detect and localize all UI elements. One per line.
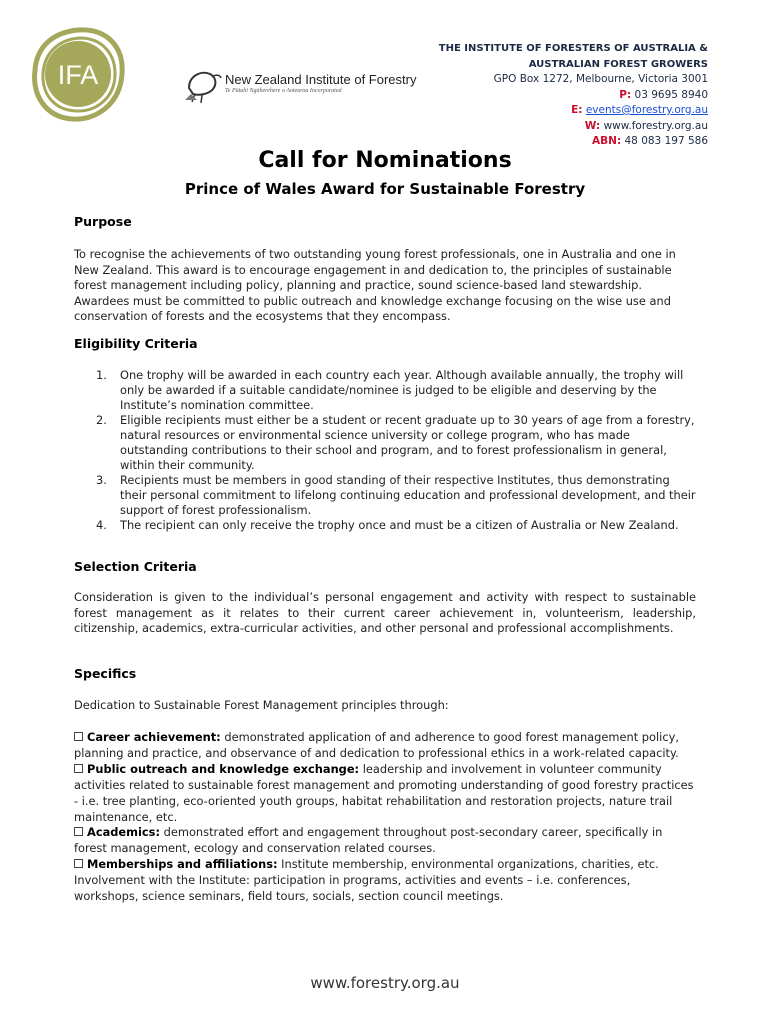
list-text: The recipient can only receive the trophy once and must be a citizen of Australia or New Zealand. <box>120 518 679 532</box>
checkbox-icon <box>74 827 83 836</box>
page-title: Call for Nominations <box>258 148 512 173</box>
specifics-item-label: Academics: <box>87 825 160 840</box>
list-item <box>74 473 696 518</box>
purpose-heading: Purpose <box>74 214 132 229</box>
list-text: Eligible recipients must either be a student or recent graduate up to 30 years of age from a forestry, natural resources or environmental science university or college program, who has made outstanding contributions to their school and program, and to forest professionalism in general, within their community. <box>120 413 695 472</box>
page-subtitle: Prince of Wales Award for Sustainable Forestry <box>184 180 586 198</box>
email-link[interactable]: events@forestry.org.au <box>585 104 708 116</box>
list-text: One trophy will be awarded in each country each year. Although available annually, the trophy will only be awarded if a suitable candidate/nominee is judged to be eligible and deserving by the Institute’s nomination committee. <box>120 368 684 412</box>
eligibility-heading: Eligibility Criteria <box>74 336 198 351</box>
phone-value: 03 9695 8940 <box>634 88 708 101</box>
selection-text: Consideration is given to the individual’s personal engagement and activity with respect to sustainable forest management as it relates to their current career achievement in, volunteerism, leadership, citizenship, academics, extra-curricular activities, and other personal and professional accomplishments. <box>74 590 696 635</box>
specifics-intro: Dedication to Sustainable Forest Management principles through: <box>74 698 449 712</box>
specifics-heading: Specifics <box>74 666 137 681</box>
web-value: www.forestry.org.au <box>603 119 708 132</box>
org-line-1: THE INSTITUTE OF FORESTERS OF AUSTRALIA & <box>438 43 708 54</box>
email-label: E: <box>571 104 583 116</box>
specifics-item-text: Institute membership, environmental organizations, charities, etc. Involvement with the Institute: participation in programs, activities and events – i.e. conferences, workshops, science seminars, field tours, socials, section council meetings. <box>74 857 659 904</box>
list-text: Recipients must be members in good standing of their respective Institutes, thus demonstrating their personal commitment to lifelong continuing education and professional development, and their support of forest professionalism. <box>120 473 696 517</box>
checkbox-icon <box>74 764 83 773</box>
address: GPO Box 1272, Melbourne, Victoria 3001 <box>493 73 708 85</box>
purpose-text: To recognise the achievements of two outstanding young forest professionals, one in Australia and one in New Zealand. This award is to encourage engagement in and dedication to, the principles of sustainable forest management including policy, planning and practice, sound science-based land stewardship. Awardees must be committed to public outreach and knowledge exchange focusing on the wise use and conservation of forests and the ecosystems that they encompass. <box>74 247 676 323</box>
specifics-item-text: demonstrated effort and engagement throughout post-secondary career, specifically in forest management, ecology and conservation related courses. <box>74 825 663 856</box>
ifa-logo <box>30 26 126 124</box>
list-number: 3. <box>96 473 107 487</box>
list-number: 1. <box>96 368 107 382</box>
nzif-title: New Zealand Institute of Forestry <box>225 72 417 87</box>
specifics-item <box>74 762 698 826</box>
abn-label: ABN: <box>592 135 622 147</box>
eligibility-list <box>74 368 696 533</box>
contact-block <box>408 41 708 150</box>
list-item <box>74 518 696 533</box>
checkbox-icon <box>74 859 83 868</box>
specifics-item-label: Public outreach and knowledge exchange: <box>87 761 360 776</box>
web-label: W: <box>584 119 601 132</box>
specifics-item-label: Memberships and affiliations: <box>87 857 278 872</box>
list-item <box>74 368 696 413</box>
kiwi-bird-icon <box>183 66 223 106</box>
specifics-item <box>74 857 698 905</box>
email-line <box>408 103 708 119</box>
specifics-item <box>74 825 698 857</box>
phone-line <box>408 88 708 104</box>
nzif-logo <box>183 66 433 106</box>
nzif-subtitle: Te Pūtahi Ngāherehere o Aotearoa Incorporated <box>225 88 342 94</box>
specifics-item-text: demonstrated application of and adherence to good forest management policy, planning and practice, and observance of and dedication to professional ethics in a work-related capacity. <box>74 730 679 760</box>
list-number: 4. <box>96 518 107 532</box>
specifics-item-label: Career achievement: <box>87 730 221 744</box>
web-line <box>408 119 708 135</box>
specifics-item-text: leadership and involvement in volunteer community activities related to sustainable forest management and promoting understanding of good forestry practices - i.e. tree planting, eco-oriented youth groups, habitat rehabilitation and restoration projects, nature trail maintenance, etc. <box>74 761 694 824</box>
checkbox-icon <box>74 732 83 741</box>
phone-label: P: <box>619 88 632 101</box>
abn-value: 48 083 197 586 <box>624 135 708 147</box>
selection-heading: Selection Criteria <box>74 559 197 574</box>
list-item <box>74 413 696 473</box>
specifics-item <box>74 730 698 762</box>
specifics-list <box>74 730 698 905</box>
footer-url: www.forestry.org.au <box>310 974 460 992</box>
ifa-logo-text: IFA <box>57 60 99 90</box>
org-line-2: AUSTRALIAN FOREST GROWERS <box>528 58 708 70</box>
list-number: 2. <box>96 413 107 427</box>
